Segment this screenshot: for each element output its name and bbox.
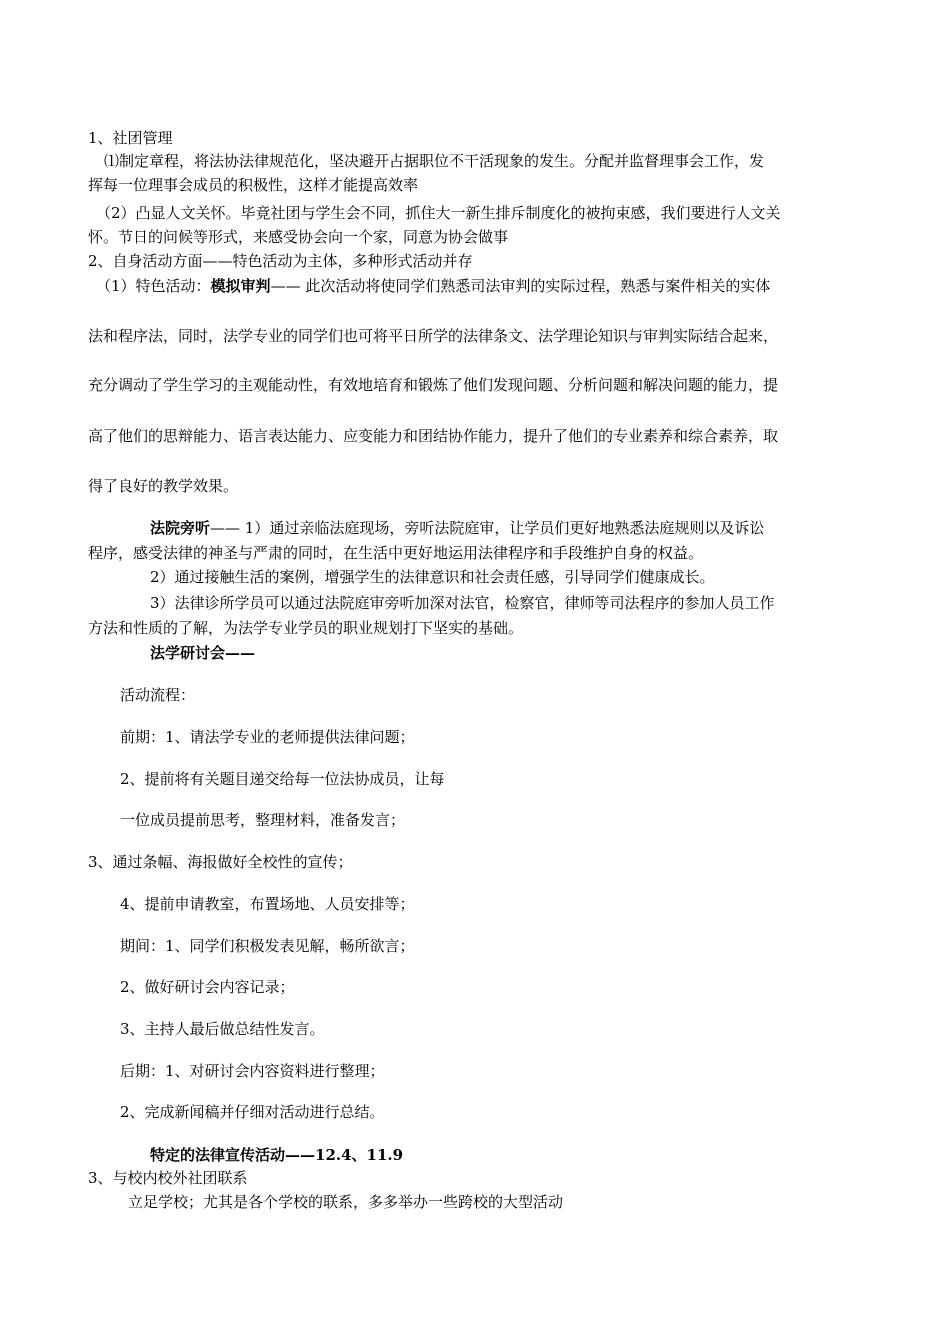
during-step-2: 2、做好研讨会内容记录； — [120, 978, 295, 996]
section-1-paragraph-1-line-1: ⑴制定章程，将法协法律规范化，坚决避开占据职位不干活现象的发生。分配并监督理事会工作，发 — [104, 152, 765, 170]
section-1-paragraph-1-line-2: 挥每一位理事会成员的积极性，这样才能提高效率 — [88, 176, 419, 194]
mock-trial-prefix: （1）特色活动： — [96, 277, 211, 295]
pre-step-1: 前期：1、请法学专业的老师提供法律问题； — [120, 728, 415, 746]
activity-flow-label: 活动流程： — [120, 686, 196, 704]
section-1-heading: 1、社团管理 — [88, 129, 173, 147]
court-audit-point-2: 2）通过接触生活的案例，增强学生的法律意识和社会责任感，引导同学们健康成长。 — [150, 568, 715, 586]
section-1-paragraph-2-line-1: （2）凸显人文关怀。毕竟社团与学生会不同，抓住大一新生排斥制度化的被拘束感，我们要进行人文关 — [96, 204, 781, 222]
post-step-2: 2、完成新闻稿并仔细对活动进行总结。 — [120, 1103, 385, 1121]
mock-trial-line-4: 高了他们的思辩能力、语言表达能力、应变能力和团结协作能力，提升了他们的专业素养和综合素养，取 — [88, 427, 779, 445]
section-2-heading: 2、自身活动方面——特色活动为主体，多种形式活动并存 — [88, 252, 473, 270]
mock-trial-text: —— 此次活动将使同学们熟悉司法审判的实际过程，熟悉与案件相关的实体 — [270, 277, 771, 295]
pre-step-3: 3、通过条幅、海报做好全校性的宣传； — [88, 853, 353, 871]
section-3-paragraph: 立足学校；尤其是各个学校的联系，多多举办一些跨校的大型活动 — [128, 1193, 564, 1211]
court-audit-line-2: 程序，感受法律的神圣与严肃的同时，在生活中更好地运用法律程序和手段维护自身的权益。 — [88, 544, 704, 562]
court-audit-point-3-line-1: 3）法律诊所学员可以通过法院庭审旁听加深对法官，检察官，律师等司法程序的参加人员工作 — [150, 594, 775, 612]
mock-trial-line-3: 充分调动了学生学习的主观能动性，有效地培育和锻炼了他们发现问题、分析问题和解决问题的能力，提 — [88, 376, 779, 394]
section-1-paragraph-2-line-2: 怀。节日的问候等形式，来感受协会向一个家，同意为协会做事 — [88, 228, 509, 246]
mock-trial-title: 模拟审判 — [210, 277, 271, 295]
section-3-heading: 3、与校内校外社团联系 — [88, 1169, 248, 1187]
pre-step-2-line-1: 2、提前将有关题目递交给每一位法协成员，让每 — [120, 770, 445, 788]
pre-step-2-line-2: 一位成员提前思考，整理材料，准备发言； — [120, 811, 406, 829]
seminar-title: 法学研讨会—— — [150, 644, 256, 662]
mock-trial-line-2: 法和程序法，同时，法学专业的同学们也可将平日所学的法律条文、法学理论知识与审判实际结合起来， — [88, 327, 779, 345]
court-audit-title: 法院旁听 — [150, 519, 211, 537]
post-step-1: 后期：1、对研讨会内容资料进行整理； — [120, 1062, 385, 1080]
mock-trial-line-1 — [96, 275, 770, 297]
during-step-1: 期间：1、同学们积极发表见解，畅所欲言； — [120, 937, 415, 955]
court-audit-text: —— 1）通过亲临法庭现场，旁听法院庭审，让学员们更好地熟悉法庭规则以及诉讼 — [210, 519, 765, 537]
court-audit-point-3-line-2: 方法和性质的了解，为法学专业学员的职业规划打下坚实的基础。 — [88, 619, 524, 637]
during-step-3: 3、主持人最后做总结性发言。 — [120, 1020, 325, 1038]
special-legal-campaign: 特定的法律宣传活动——12.4、11.9 — [150, 1146, 404, 1164]
court-audit-line-1 — [150, 517, 764, 539]
mock-trial-line-5: 得了良好的教学效果。 — [88, 477, 239, 495]
pre-step-4: 4、提前申请教室，布置场地、人员安排等； — [120, 895, 415, 913]
